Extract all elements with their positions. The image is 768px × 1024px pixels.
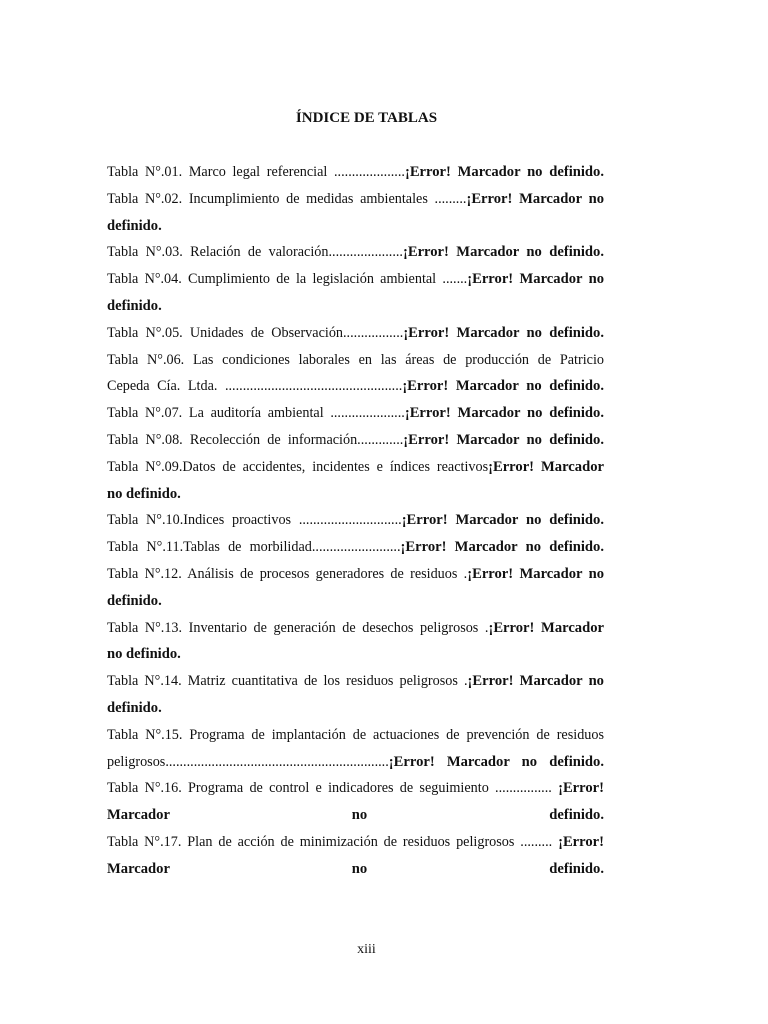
toc-entry-text: Cepeda Cía. Ltda. ..................................................: [107, 378, 403, 395]
toc-entry-line: [107, 507, 604, 534]
page-title: ÍNDICE DE TABLAS: [295, 110, 438, 126]
toc-entry-line: [107, 213, 604, 240]
bookmark-error-text: ¡Error! Marcador no: [466, 190, 604, 207]
toc-entry-line: [107, 829, 604, 856]
bookmark-error-text: ¡Error!: [558, 833, 604, 850]
bookmark-error-text: ¡Error! Marcador no definido.: [404, 164, 604, 180]
toc-entry-text: Tabla N°.17. Plan de acción de minimización de residuos peligrosos .........: [107, 833, 559, 850]
toc-entry-text: Tabla N°.14. Matriz cuantitativa de los residuos peligrosos .: [107, 673, 468, 690]
bookmark-error-text: no definido.: [107, 485, 181, 502]
toc-entry-line: [107, 561, 604, 588]
bookmark-error-text: ¡Error! Marcador no definido.: [404, 405, 604, 422]
toc-entry-text: Tabla N°.09.Datos de accidentes, incidentes e índices reactivos: [107, 458, 489, 475]
toc-entry-line: [107, 615, 604, 642]
bookmark-error-text: no definido.: [107, 646, 181, 663]
bookmark-error-text: ¡Error! Marcador no: [467, 673, 604, 690]
toc-entry-line: [107, 427, 604, 454]
page-number: xiii: [357, 942, 376, 957]
toc-entry-text: Tabla N°.02. Incumplimiento de medidas ambientales .........: [107, 190, 467, 207]
toc-entry-line: [107, 400, 604, 427]
toc-entry-text: Tabla N°.10.Indices proactivos .............................: [107, 512, 402, 529]
toc-entry-line: [107, 668, 604, 695]
toc-entry-line: [107, 641, 604, 668]
bookmark-error-text: ¡Error! Marcador: [488, 458, 604, 475]
bookmark-error-text: ¡Error! Marcador no definido.: [402, 244, 604, 261]
toc-entry-line: [107, 454, 604, 481]
bookmark-error-text: Marcador no definido.: [107, 860, 604, 877]
bookmark-error-text: ¡Error! Marcador no definido.: [401, 512, 604, 529]
bookmark-error-text: ¡Error! Marcador no: [467, 271, 604, 288]
toc-entry-line: [107, 373, 604, 400]
toc-entry-text: Tabla N°.13. Inventario de generación de desechos peligrosos .: [107, 619, 489, 636]
toc-entry-line: [107, 266, 604, 293]
toc-entry-text: Tabla N°.01. Marco legal referencial ....................: [107, 164, 405, 180]
toc-entry-line: [107, 695, 604, 722]
toc-entry-text: Tabla N°.05. Unidades de Observación.................: [107, 324, 404, 341]
toc-entry-text: Tabla N°.04. Cumplimiento de la legislación ambiental .......: [107, 271, 468, 288]
toc-entry-line: [107, 722, 604, 749]
bookmark-error-text: ¡Error! Marcador: [488, 619, 604, 636]
bookmark-error-text: ¡Error! Marcador no definido.: [403, 431, 604, 448]
toc-entry-line: [107, 239, 604, 266]
toc-entry-text: Tabla N°.16. Programa de control e indicadores de seguimiento ................: [107, 780, 559, 797]
toc-entry-text: Tabla N°.11.Tablas de morbilidad.........................: [107, 539, 401, 556]
bookmark-error-text: definido.: [107, 699, 162, 716]
toc-entry-line: [107, 588, 604, 615]
bookmark-error-text: ¡Error!: [558, 780, 604, 797]
bookmark-error-text: ¡Error! Marcador no definido.: [402, 378, 604, 395]
bookmark-error-text: ¡Error! Marcador no: [467, 565, 604, 582]
toc-entry-text: peligrosos...............................................................: [107, 753, 389, 770]
toc-entry-line: [107, 802, 604, 829]
bookmark-error-text: definido.: [107, 217, 162, 234]
toc-entry-text: Tabla N°.12. Análisis de procesos generadores de residuos .: [107, 565, 468, 582]
toc-entry-line: [107, 749, 604, 776]
toc-entry-line: [107, 534, 604, 561]
toc-entry-text: Tabla N°.06. Las condiciones laborales en las áreas de producción de Patricio: [107, 351, 604, 368]
toc-entry-line: [107, 320, 604, 347]
bookmark-error-text: ¡Error! Marcador no definido.: [403, 324, 604, 341]
bookmark-error-text: definido.: [107, 592, 162, 609]
toc-entry-line: [107, 186, 604, 213]
toc-entry-line: [107, 347, 604, 374]
toc-entry-text: Tabla N°.07. La auditoría ambiental .....................: [107, 405, 405, 422]
bookmark-error-text: ¡Error! Marcador no definido.: [388, 753, 604, 770]
toc-entry-text: Tabla N°.03. Relación de valoración.....................: [107, 244, 403, 261]
bookmark-error-text: Marcador no definido.: [107, 807, 604, 824]
bookmark-error-text: definido.: [107, 297, 162, 314]
table-index-list: [107, 159, 604, 883]
toc-entry-line: [107, 481, 604, 508]
toc-entry-line: [107, 159, 604, 186]
toc-entry-text: Tabla N°.15. Programa de implantación de actuaciones de prevención de residuos: [107, 726, 604, 743]
toc-entry-line: [107, 856, 604, 883]
bookmark-error-text: ¡Error! Marcador no definido.: [400, 539, 604, 556]
toc-entry-line: [107, 775, 604, 802]
toc-entry-text: Tabla N°.08. Recolección de información.............: [107, 431, 404, 448]
toc-entry-line: [107, 293, 604, 320]
